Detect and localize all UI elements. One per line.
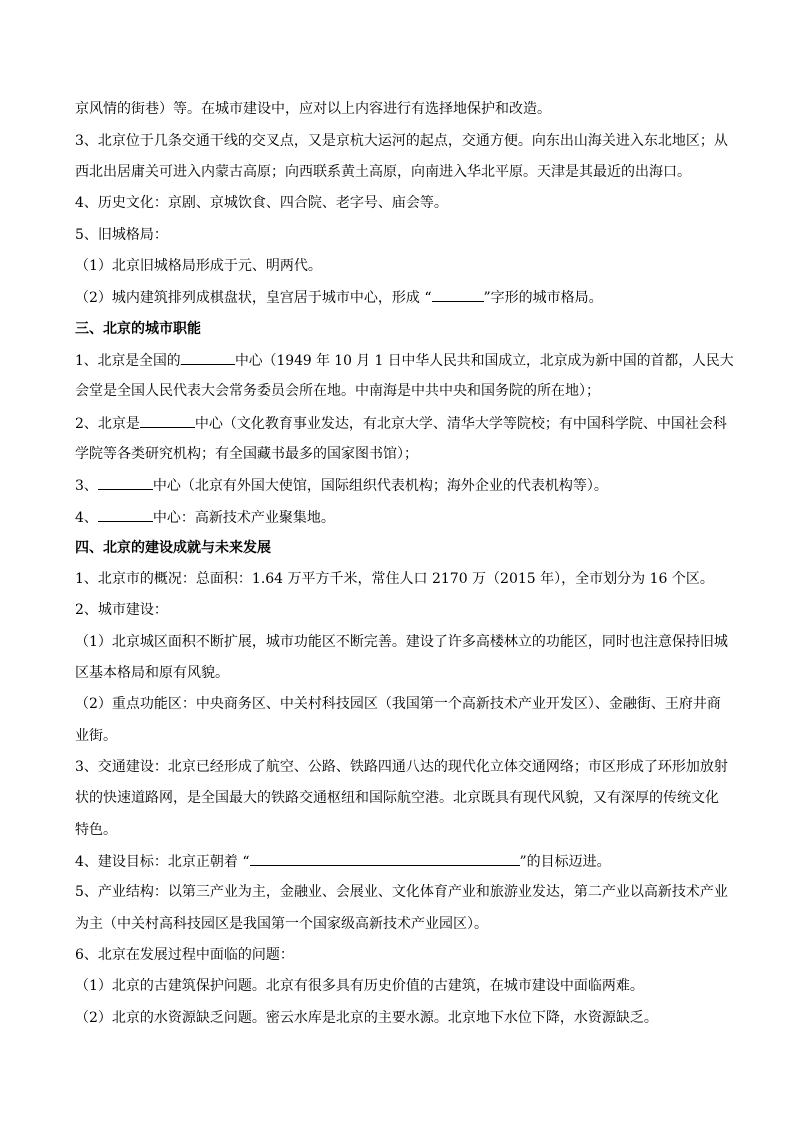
fill-in-blank[interactable]: [98, 507, 153, 522]
text-line-with-blank: [75, 413, 727, 434]
text-line: 6、北京在发展过程中面临的问题：: [75, 947, 294, 963]
fill-in-blank[interactable]: [98, 475, 153, 490]
text-line: （2）北京的水资源缺乏问题。密云水库是北京的主要水源。北京地下水位下降，水资源缺乏。: [75, 1010, 658, 1026]
text-line: 学院等各类研究机构；有全国藏书最多的国家图书馆）；: [75, 446, 418, 462]
text-line: 状的快速道路网，是全国最大的铁路交通枢纽和国际航空港。北京既具有现代风貌，又有深厚的传统文化: [75, 790, 719, 806]
text-line: 3、交通建设：北京已经形成了航空、公路、铁路四通八达的现代化立体交通网络；市区形成了环形加放射: [75, 759, 728, 775]
text-line-with-blank: [75, 507, 335, 528]
text-line-with-blank: [75, 287, 603, 308]
text-line: 会堂是全国人民代表大会常务委员会所在地。中南海是中共中央和国务院的所在地）；: [75, 383, 600, 399]
text-segment: 2、北京是: [75, 416, 140, 432]
text-line: （1）北京城区面积不断扩展，城市功能区不断完善。建设了许多高楼林立的功能区，同时也注意保持旧城: [75, 634, 728, 650]
text-segment: 3、: [75, 478, 98, 494]
text-line: 西北出居庸关可进入内蒙古高原；向西联系黄土高原，向南进入华北平原。天津是其最近的出海口。: [75, 164, 691, 180]
text-line: 区基本格局和原有风貌。: [75, 665, 229, 681]
text-line: （1）北京的古建筑保护问题。北京有很多具有历史价值的古建筑，在城市建设中面临两难。: [75, 978, 644, 994]
text-segment: （2）城内建筑排列成棋盘状，皇宫居于城市中心，形成 “: [75, 290, 432, 306]
text-segment: 1、北京是全国的: [75, 353, 181, 369]
text-line: 4、历史文化：京剧、京城饮食、四合院、老字号、庙会等。: [75, 195, 448, 211]
fill-in-blank[interactable]: [250, 851, 520, 866]
text-segment: 中心（文化教育事业发达，有北京大学、清华大学等院校；有中国科学院、中国社会科: [194, 416, 727, 432]
text-segment: ”字形的城市格局。: [483, 290, 603, 306]
text-line: 5、产业结构：以第三产业为主，金融业、会展业、文化体育产业和旅游业发达，第二产业以高新技术产业: [75, 884, 728, 900]
text-line: 业街。: [75, 728, 117, 744]
text-line: 2、城市建设：: [75, 602, 168, 618]
section-heading: 四、北京的建设成就与未来发展: [75, 540, 271, 556]
text-segment: 中心（1949 年 10 月 1 日中华人民共和国成立，北京成为新中国的首都，人民大: [234, 353, 734, 369]
text-line: （1）北京旧城格局形成于元、明两代。: [75, 258, 322, 274]
text-segment: ”的目标迈进。: [519, 854, 611, 870]
text-line: 特色。: [75, 822, 117, 838]
text-line-with-blank: [75, 475, 608, 496]
text-segment: 中心：高新技术产业聚集地。: [152, 510, 335, 526]
text-segment: 4、建设目标：北京正朝着 “: [75, 854, 250, 870]
text-line: 5、旧城格局：: [75, 227, 168, 243]
fill-in-blank[interactable]: [432, 287, 484, 302]
text-line: 京风情的街巷）等。在城市建设中，应对以上内容进行有选择地保护和改造。: [75, 101, 551, 117]
fill-in-blank[interactable]: [140, 413, 195, 428]
text-line-with-blank: [75, 350, 734, 371]
text-line: 为主（中关村高科技园区是我国第一个国家级高新技术产业园区）。: [75, 916, 488, 932]
section-heading: 三、北京的城市职能: [75, 321, 201, 337]
text-line: 1、北京市的概况：总面积：1.64 万平方千米，常住人口 2170 万（2015 年），全市划分为 16 个区。: [75, 571, 714, 587]
text-segment: 中心（北京有外国大使馆，国际组织代表机构；海外企业的代表机构等）。: [152, 478, 608, 494]
text-line-with-blank: [75, 851, 611, 872]
text-line: 3、北京位于几条交通干线的交叉点，又是京杭大运河的起点，交通方便。向东出山海关进入东北地区；从: [75, 133, 728, 149]
text-line: （2）重点功能区：中央商务区、中关村科技园区（我国第一个高新技术产业开发区）、金融街、王府井商: [75, 696, 721, 712]
text-segment: 4、: [75, 510, 98, 526]
fill-in-blank[interactable]: [181, 350, 235, 365]
